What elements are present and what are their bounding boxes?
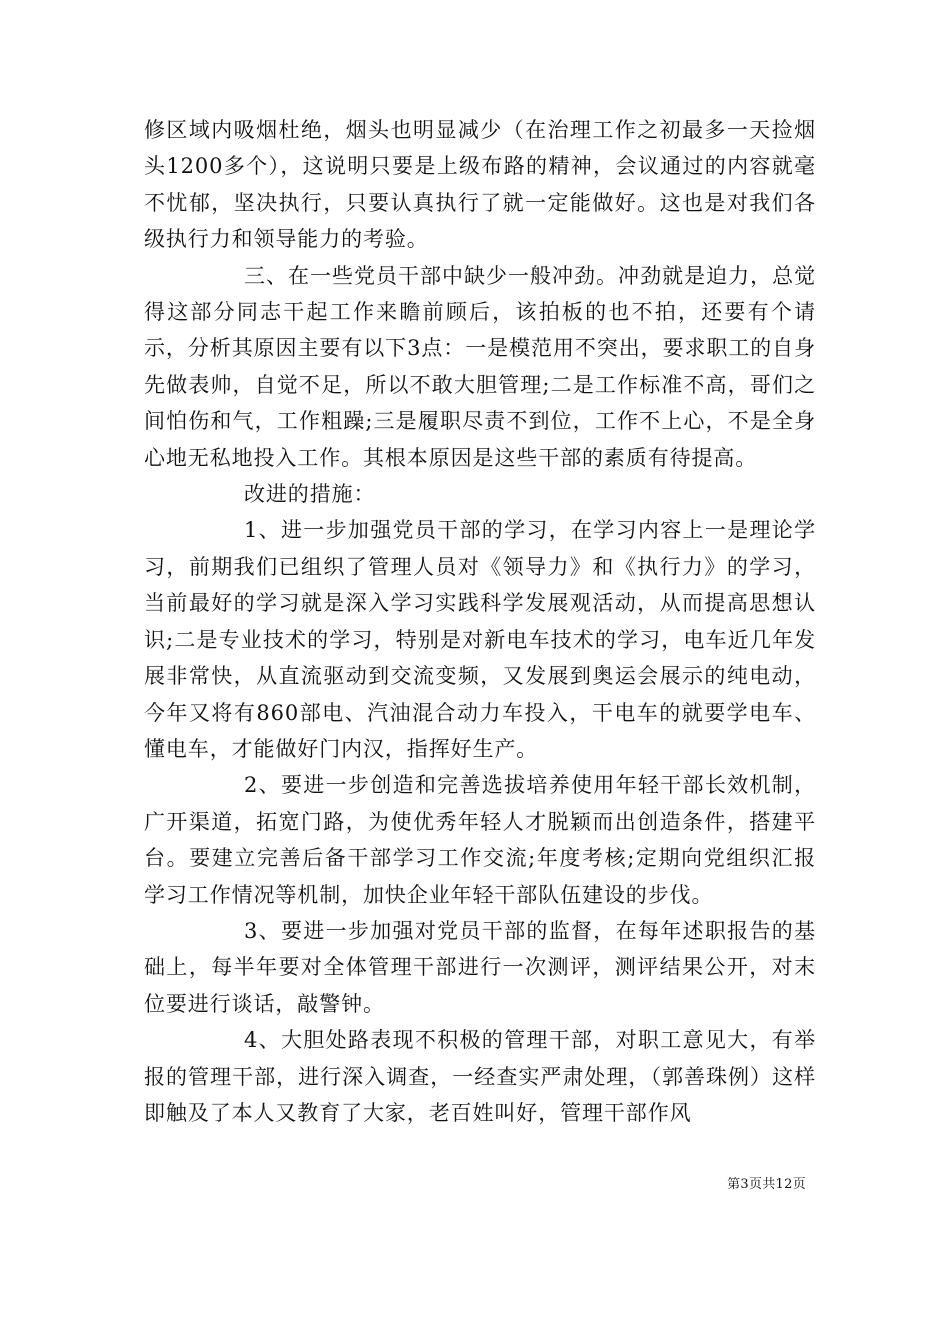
document-body [144, 112, 816, 1131]
measure-3: 3、要进一步加强对党员干部的监督，在每年述职报告的基础上，每半年要对全体管理干部进行一次测评，测评结果公开，对末位要进行谈话，敲警钟。 [144, 918, 816, 1016]
paragraph-continuation: 修区域内吸烟杜绝，烟头也明显减少（在治理工作之初最多一天捡烟头1200多个），这说明只要是上级布路的精神，会议通过的内容就毫不忧郁，坚决执行，只要认真执行了就一定能做好。这也是对我们各级执行力和领导能力的考验。 [144, 118, 816, 252]
measures-heading: 改进的措施： [244, 482, 376, 507]
measure-1: 1、进一步加强党员干部的学习，在学习内容上一是理论学习，前期我们已组织了管理人员对《领导力》和《执行力》的学习，当前最好的学习就是深入学习实践科学发展观活动，从而提高思想认识;二是专业技术的学习，特别是对新电车技术的学习，电车近几年发展非常快，从直流驱动到交流变频，又发展到奥运会展示的纯电动，今年又将有860部电、汽油混合动力车投入，干电车的就要学电车、懂电车，才能做好门内汉，指挥好生产。 [144, 518, 816, 761]
measure-2: 2、要进一步创造和完善选拔培养使用年轻干部长效机制，广开渠道，拓宽门路，为使优秀年轻人才脱颖而出创造条件，搭建平台。要建立完善后备干部学习工作交流;年度考核;定期向党组织汇报学习工作情况等机制，加快企业年轻干部队伍建设的步伐。 [144, 773, 816, 907]
paragraph-point-three: 三、在一些党员干部中缺少一般冲劲。冲劲就是迫力，总觉得这部分同志干起工作来瞻前顾后，该拍板的也不拍，还要有个请示，分析其原因主要有以下3点：一是模范用不突出，要求职工的自身先做表帅，自觉不足，所以不敢大胆管理;二是工作标准不高，哥们之间怕伤和气，工作粗躁;三是履职尽责不到位，工作不上心，不是全身心地无私地投入工作。其根本原因是这些干部的素质有待提高。 [144, 263, 816, 470]
page-number-footer: 第3页共12页 [727, 1177, 806, 1192]
measure-4: 4、大胆处路表现不积极的管理干部，对职工意见大，有举报的管理干部，进行深入调查，一经查实严肃处理，（郭善珠例）这样即触及了本人又教育了大家，老百姓叫好，管理干部作风 [144, 1028, 816, 1125]
